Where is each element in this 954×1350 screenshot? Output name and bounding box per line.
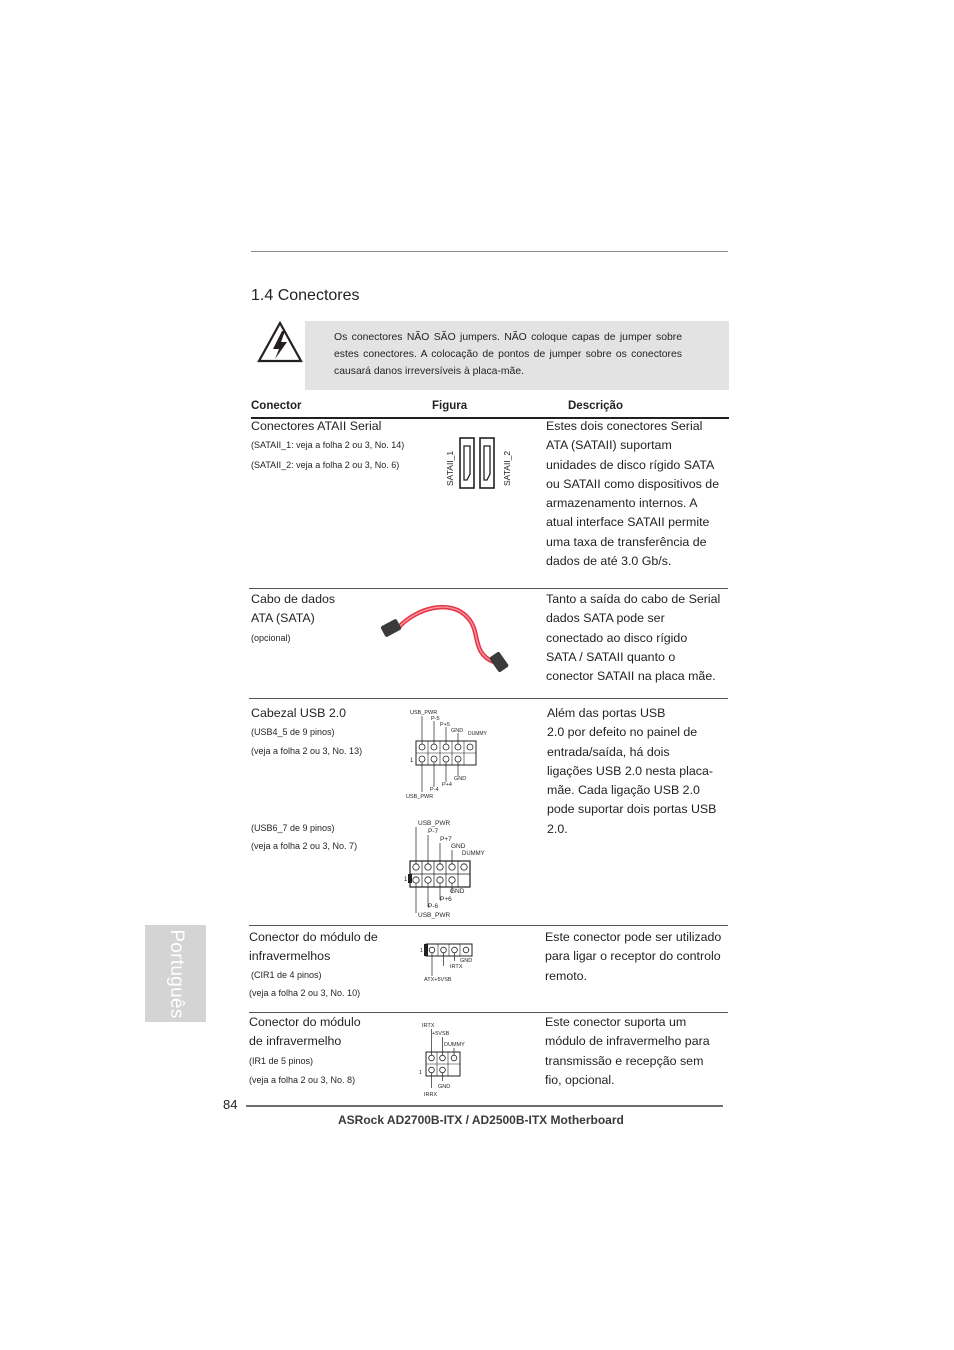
sata-connector-figure: [440, 436, 520, 492]
warning-note-text: Os conectores NÃO SÃO jumpers. NÃO coloque capas de jumper sobre estes conectores. A colocação de pontos de jumper sobre os conectores causará danos irreversíveis à placa-mãe.: [334, 332, 682, 377]
svg-text:P+4: P+4: [442, 782, 452, 788]
svg-text:IRRX: IRRX: [424, 1092, 438, 1098]
row3-description: Além das portas USB 2.0 por defeito no painel de entrada/saída, há dois ligações USB 2.0 nesta placa- mãe. Cada ligação USB 2.0 pode suportar dois portas USB 2.0.: [547, 706, 717, 836]
warning-triangle-icon: [256, 320, 304, 364]
row3-connector-name: Cabezal USB 2.0: [251, 706, 347, 720]
row4-note-1: (CIR1 de 4 pinos): [251, 970, 322, 980]
svg-text:USB_PWR: USB_PWR: [410, 710, 438, 716]
svg-text:GND: GND: [451, 843, 466, 850]
row2-divider: [249, 698, 728, 699]
row1-connector-name: Conectores ATAII Serial: [251, 419, 382, 433]
header-figura: Figura: [432, 400, 468, 412]
svg-text:P+7: P+7: [440, 836, 452, 843]
footer-product-name: ASRock AD2700B-ITX / AD2500B-ITX Motherboard: [338, 1113, 624, 1127]
language-tab-label: Português: [165, 928, 187, 1019]
language-tab: [145, 925, 206, 1022]
svg-text:GND: GND: [451, 728, 464, 734]
svg-text:P-7: P-7: [428, 828, 439, 835]
row3-note-3: (USB6_7 de 9 pinos): [251, 823, 335, 833]
row5-note-1: (IR1 de 5 pinos): [249, 1056, 314, 1066]
header-descricao: Descrição: [568, 400, 623, 412]
svg-text:P+6: P+6: [440, 896, 452, 903]
cir-header-figure: [418, 940, 488, 986]
svg-text:P+5: P+5: [440, 722, 450, 728]
usb6-7-header-figure: [404, 815, 504, 921]
svg-text:GND: GND: [460, 958, 473, 964]
svg-text:P-6: P-6: [428, 903, 439, 910]
row3-note-1: (USB4_5 de 9 pinos): [251, 727, 335, 737]
row2-description: Tanto a saída do cabo de Serial dados SATA pode ser conectado ao disco rígido SATA / SATAII quanto o conector SATAII na placa mãe.: [546, 592, 721, 684]
row4-description: Este conector pode ser utilizado para ligar o receptor do controlo remoto.: [545, 930, 722, 983]
svg-text:1: 1: [404, 877, 408, 883]
svg-text:+5VSB: +5VSB: [432, 1031, 450, 1037]
svg-text:DUMMY: DUMMY: [444, 1042, 465, 1048]
row4-note-2: (veja a folha 2 ou 3, No. 10): [249, 988, 361, 998]
svg-text:P-5: P-5: [431, 716, 440, 722]
sata-cable-figure: [376, 598, 526, 680]
svg-text:USB_PWR: USB_PWR: [418, 912, 451, 919]
svg-text:IRTX: IRTX: [450, 964, 463, 970]
svg-text:1: 1: [410, 758, 414, 764]
row3-note-4: (veja a folha 2 ou 3, No. 7): [251, 841, 358, 851]
svg-text:DUMMY: DUMMY: [462, 851, 485, 857]
row1-note-2: (SATAII_2: veja a folha 2 ou 3, No. 6): [251, 460, 400, 470]
svg-text:DUMMY: DUMMY: [468, 731, 487, 737]
svg-text:USB_PWR: USB_PWR: [406, 794, 434, 800]
sataii-1-label: SATAII_1: [445, 450, 455, 486]
row4-connector-name: Conector do módulo de infravermelhos: [249, 930, 378, 964]
svg-text:GND: GND: [450, 888, 465, 895]
page-number: 84: [223, 1097, 238, 1112]
svg-text:GND: GND: [438, 1084, 451, 1090]
row3-note-2: (veja a folha 2 ou 3, No. 13): [251, 746, 363, 756]
row2-connector-name: Cabo de dados ATA (SATA): [251, 592, 336, 626]
row2-note: (opcional): [251, 633, 291, 643]
row5-connector-name: Conector do módulo de infravermelho: [249, 1015, 361, 1049]
header-conector: Conector: [251, 400, 302, 412]
row1-note-1: (SATAII_1: veja a folha 2 ou 3, No. 14): [251, 440, 405, 450]
sataii-2-label: SATAII_2: [502, 450, 512, 486]
svg-text:1: 1: [419, 1070, 423, 1076]
row5-description: Este conector suporta um módulo de infravermelho para transmissão e recepção sem fio, opcional.: [545, 1015, 710, 1087]
section-title: 1.4 Conectores: [251, 287, 360, 304]
svg-text:P-4: P-4: [430, 787, 439, 793]
svg-text:IRTX: IRTX: [422, 1023, 435, 1029]
usb4-5-header-figure: [404, 704, 504, 800]
row1-divider: [249, 588, 728, 589]
svg-text:USB_PWR: USB_PWR: [418, 820, 451, 827]
svg-text:GND: GND: [454, 776, 467, 782]
row3-divider: [249, 925, 728, 926]
row1-description: Estes dois conectores Serial ATA (SATAII) suportam unidades de disco rígido SATA ou SATAII como dispositivos de armazenamento internos. A atual interface SATAII permite uma taxa de transferência de dados de até 3.0 Gb/s.: [546, 419, 720, 569]
svg-text:ATX+5VSB: ATX+5VSB: [424, 977, 452, 983]
row5-note-2: (veja a folha 2 ou 3, No. 8): [249, 1075, 356, 1085]
footer-rule: [246, 1105, 723, 1107]
top-rule: [251, 251, 728, 252]
svg-text:1: 1: [420, 948, 424, 954]
ir-header-figure: [418, 1018, 488, 1100]
